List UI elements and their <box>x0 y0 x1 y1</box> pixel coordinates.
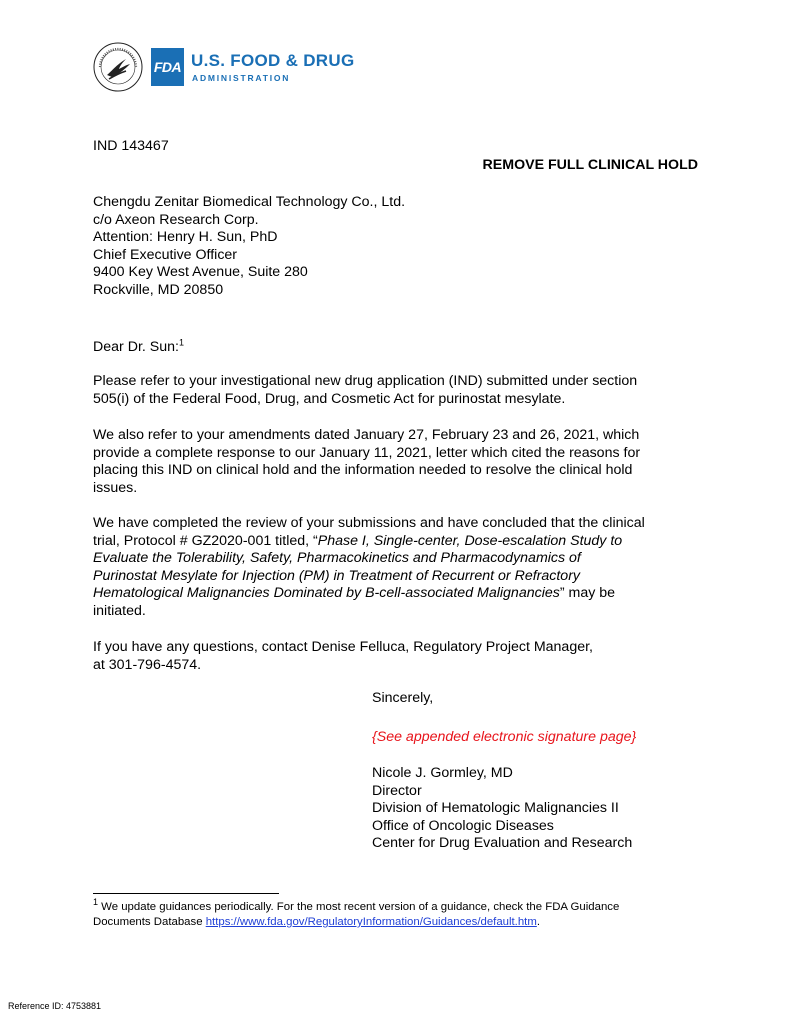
footnote-divider <box>93 893 279 894</box>
signer-line: Division of Hematologic Malignancies II <box>372 800 619 816</box>
study-title-text: Hematological Malignancies Dominated by B-cell-associated Malignancies <box>93 585 560 601</box>
footnote-text: . <box>536 916 541 928</box>
guidance-link[interactable]: https://www.fda.gov/RegulatoryInformation/Guidances/default.htm <box>205 916 537 928</box>
paragraph-1 <box>93 373 713 408</box>
signer-line: Nicole J. Gormley, MD <box>372 765 513 781</box>
footnote-text: Documents Database <box>93 916 206 928</box>
signer-line: Director <box>372 782 422 799</box>
paragraph-4 <box>93 639 713 674</box>
study-title-text: Purinostat Mesylate for Injection (PM) in Treatment of Recurrent or Refractory <box>93 567 581 584</box>
address-line: Chief Executive Officer <box>93 246 238 263</box>
footnote-mark: 1 <box>178 337 184 348</box>
text-line <box>93 585 713 603</box>
text-line: initiated. <box>93 602 146 619</box>
reference-id: Reference ID: 4753881 <box>8 1001 102 1011</box>
address-line: Rockville, MD 20850 <box>93 281 224 298</box>
study-title-text: Phase I, Single-center, Dose-escalation Study to <box>317 532 623 549</box>
paragraph-3 <box>93 515 713 620</box>
text-line: Please refer to your investigational new drug application (IND) submitted under section <box>93 373 638 389</box>
text-line: 505(i) of the Federal Food, Drug, and Cosmetic Act for purinostat mesylate. <box>93 390 566 407</box>
electronic-signature-note: {See appended electronic signature page} <box>372 729 637 745</box>
document-title: REMOVE FULL CLINICAL HOLD <box>482 157 698 173</box>
text-segment: ” may be <box>559 585 616 601</box>
text-line: If you have any questions, contact Denise Felluca, Regulatory Project Manager, <box>93 639 593 655</box>
footnote-text: We update guidances periodically. For the most recent version of a guidance, check the FDA Guidance <box>98 901 620 913</box>
hhs-seal-icon <box>92 41 144 93</box>
ind-number: IND 143467 <box>93 138 169 154</box>
footnote-line <box>93 915 619 930</box>
text-line: We have completed the review of your submissions and have concluded that the clinical <box>93 515 645 531</box>
study-title-text: Evaluate the Tolerability, Safety, Pharmacokinetics and Pharmacodynamics of <box>93 550 581 566</box>
footnote-mark: 1 <box>93 897 99 908</box>
text-line <box>93 568 713 586</box>
footnote <box>93 897 620 930</box>
recipient-address <box>93 194 405 299</box>
address-line: Chengdu Zenitar Biomedical Technology Co., Ltd. <box>93 194 406 210</box>
text-line: provide a complete response to our January 11, 2021, letter which cited the reasons for <box>93 444 641 461</box>
signer-line: Office of Oncologic Diseases <box>372 817 554 834</box>
closing: Sincerely, <box>372 690 434 706</box>
text-line: placing this IND on clinical hold and the information needed to resolve the clinical hold <box>93 462 633 478</box>
address-line: 9400 Key West Avenue, Suite 280 <box>93 264 308 280</box>
address-line: Attention: Henry H. Sun, PhD <box>93 229 278 245</box>
signature-block <box>372 765 632 853</box>
greeting-text: Dear Dr. Sun: <box>93 339 179 355</box>
text-line: issues. <box>93 479 138 496</box>
text-line <box>93 550 713 568</box>
paragraph-2 <box>93 427 713 497</box>
text-line: at 301-796-4574. <box>93 656 202 673</box>
address-line: c/o Axeon Research Corp. <box>93 211 259 228</box>
greeting <box>93 339 713 357</box>
signer-line: Center for Drug Evaluation and Research <box>372 835 633 851</box>
fda-logo-box: FDA <box>151 48 184 86</box>
footnote-line <box>93 897 620 915</box>
text-line: We also refer to your amendments dated January 27, February 23 and 26, 2021, which <box>93 427 640 443</box>
text-line <box>93 533 713 551</box>
agency-subtitle: ADMINISTRATION <box>192 73 291 83</box>
agency-title: U.S. FOOD & DRUG <box>191 51 355 70</box>
text-segment: trial, Protocol # GZ2020-001 titled, “ <box>93 532 318 549</box>
